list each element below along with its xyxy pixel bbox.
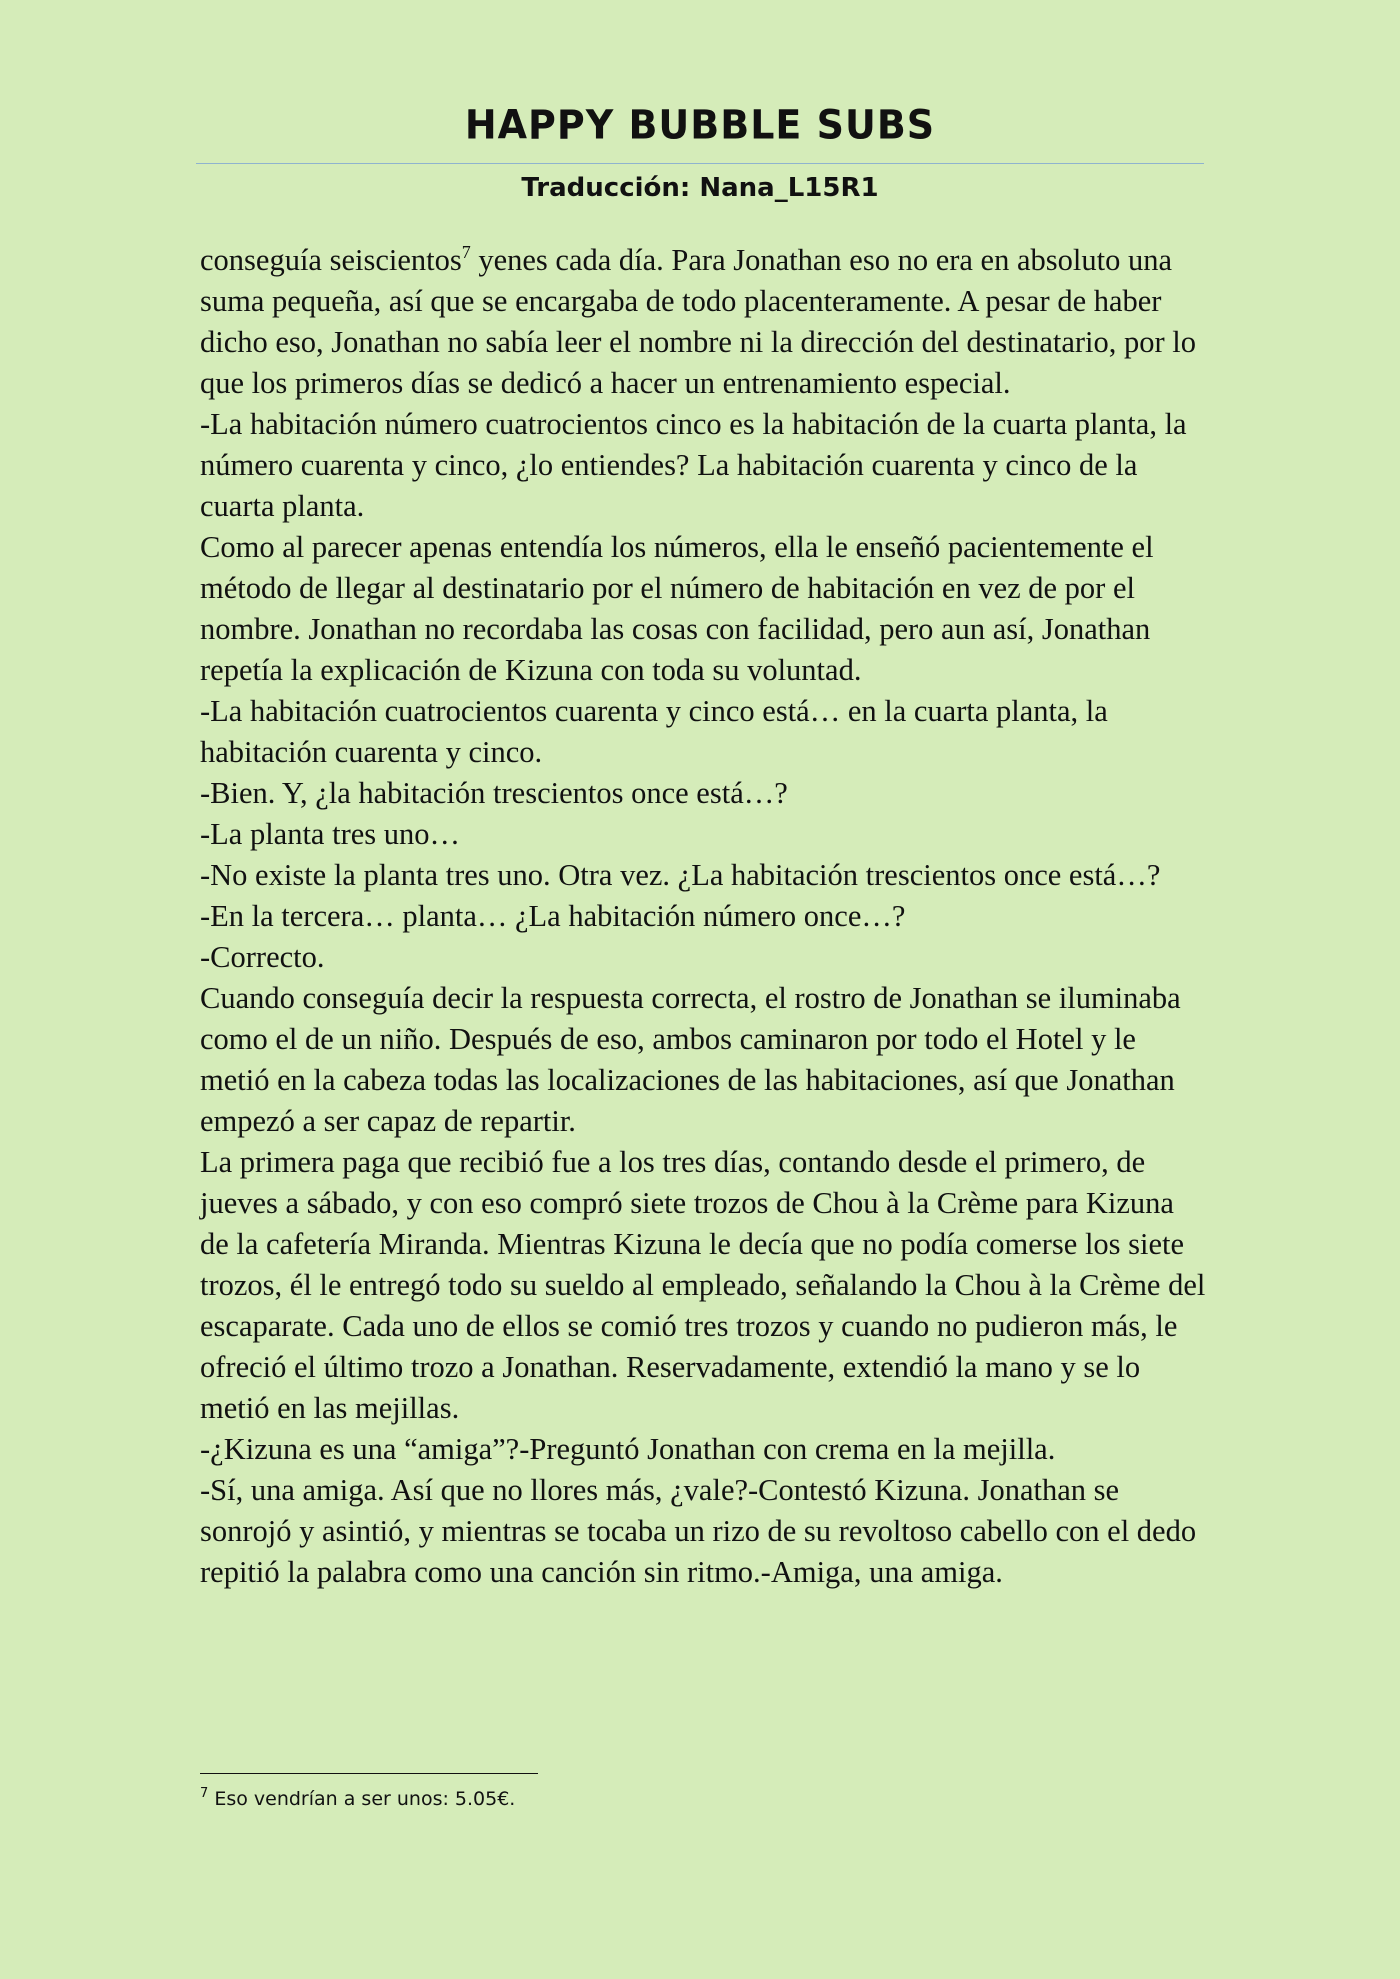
paragraph-text: conseguía seiscientos xyxy=(200,243,462,277)
header-divider xyxy=(196,163,1204,164)
paragraph: -En la tercera… planta… ¿La habitación número once…? xyxy=(200,899,906,933)
paragraph: -La habitación número cuatrocientos cinco es la habitación de la cuarta planta, la número cuarenta y cinco, ¿lo entiendes? La habitación cuarenta y cinco de la cuarta planta. xyxy=(200,407,1187,523)
paragraph: -Bien. Y, ¿la habitación trescientos once está…? xyxy=(200,776,788,810)
paragraph: -¿Kizuna es una “amiga”?-Preguntó Jonathan con crema en la mejilla. xyxy=(200,1432,1056,1466)
page-header xyxy=(196,100,1204,150)
paragraph: Cuando conseguía decir la respuesta correcta, el rostro de Jonathan se iluminaba como el de un niño. Después de eso, ambos caminaron por todo el Hotel y le metió en la cabeza todas las localizaciones de las habitaciones, así que Jonathan empezó a ser capaz de repartir. xyxy=(200,981,1181,1138)
paragraph: Como al parecer apenas entendía los números, ella le enseñó pacientemente el método de llegar al destinatario por el número de habitación en vez de por el nombre. Jonathan no recordaba las cosas con facilidad, pero aun así, Jonathan repetía la explicación de Kizuna con toda su voluntad. xyxy=(200,530,1154,687)
paragraph xyxy=(200,240,1210,404)
body-text xyxy=(200,240,1210,1593)
header-subtitle: Traducción: Nana_L15R1 xyxy=(521,173,879,203)
paragraph: -Sí, una amiga. Así que no llores más, ¿vale?-Contestó Kizuna. Jonathan se sonrojó y asintió, y mientras se tocaba un rizo de su revoltoso cabello con el dedo repitió la palabra como una canción sin ritmo.-Amiga, una amiga. xyxy=(200,1473,1197,1589)
paragraph: -Correcto. xyxy=(200,940,325,974)
footnote-divider xyxy=(200,1773,538,1774)
paragraph: -La planta tres uno… xyxy=(200,817,461,851)
paragraph: -No existe la planta tres uno. Otra vez. ¿La habitación trescientos once está…? xyxy=(200,858,1161,892)
paragraph: La primera paga que recibió fue a los tres días, contando desde el primero, de jueves a sábado, y con eso compró siete trozos de Chou à la Crème para Kizuna de la cafetería Miranda. Mientras Kizuna le decía que no podía comerse los siete trozos, él le entregó todo su sueldo al empleado, señalando la Chou à la Crème del escaparate. Cada uno de ellos se comió tres trozos y cuando no pudieron más, le ofreció el último trozo a Jonathan. Reservadamente, extendió la mano y se lo metió en las mejillas. xyxy=(200,1145,1206,1425)
footnote-marker: 7 xyxy=(200,1786,209,1801)
footnote-reference[interactable]: 7 xyxy=(461,242,471,262)
paragraph: -La habitación cuatrocientos cuarenta y cinco está… en la cuarta planta, la habitación cuarenta y cinco. xyxy=(200,694,1108,769)
header-title: HAPPY BUBBLE SUBS xyxy=(464,101,936,149)
footnote xyxy=(200,1784,1200,1814)
footnote-text: Eso vendrían a ser unos: 5.05€. xyxy=(208,1788,516,1810)
paragraph-text: yenes cada día. Para Jonathan eso no era en absoluto una suma pequeña, así que se encargaba de todo placenteramente. A pesar de haber dicho eso, Jonathan no sabía leer el nombre ni la dirección del destinatario, por lo que los primeros días se dedicó a hacer un entrenamiento especial. xyxy=(200,243,1197,400)
